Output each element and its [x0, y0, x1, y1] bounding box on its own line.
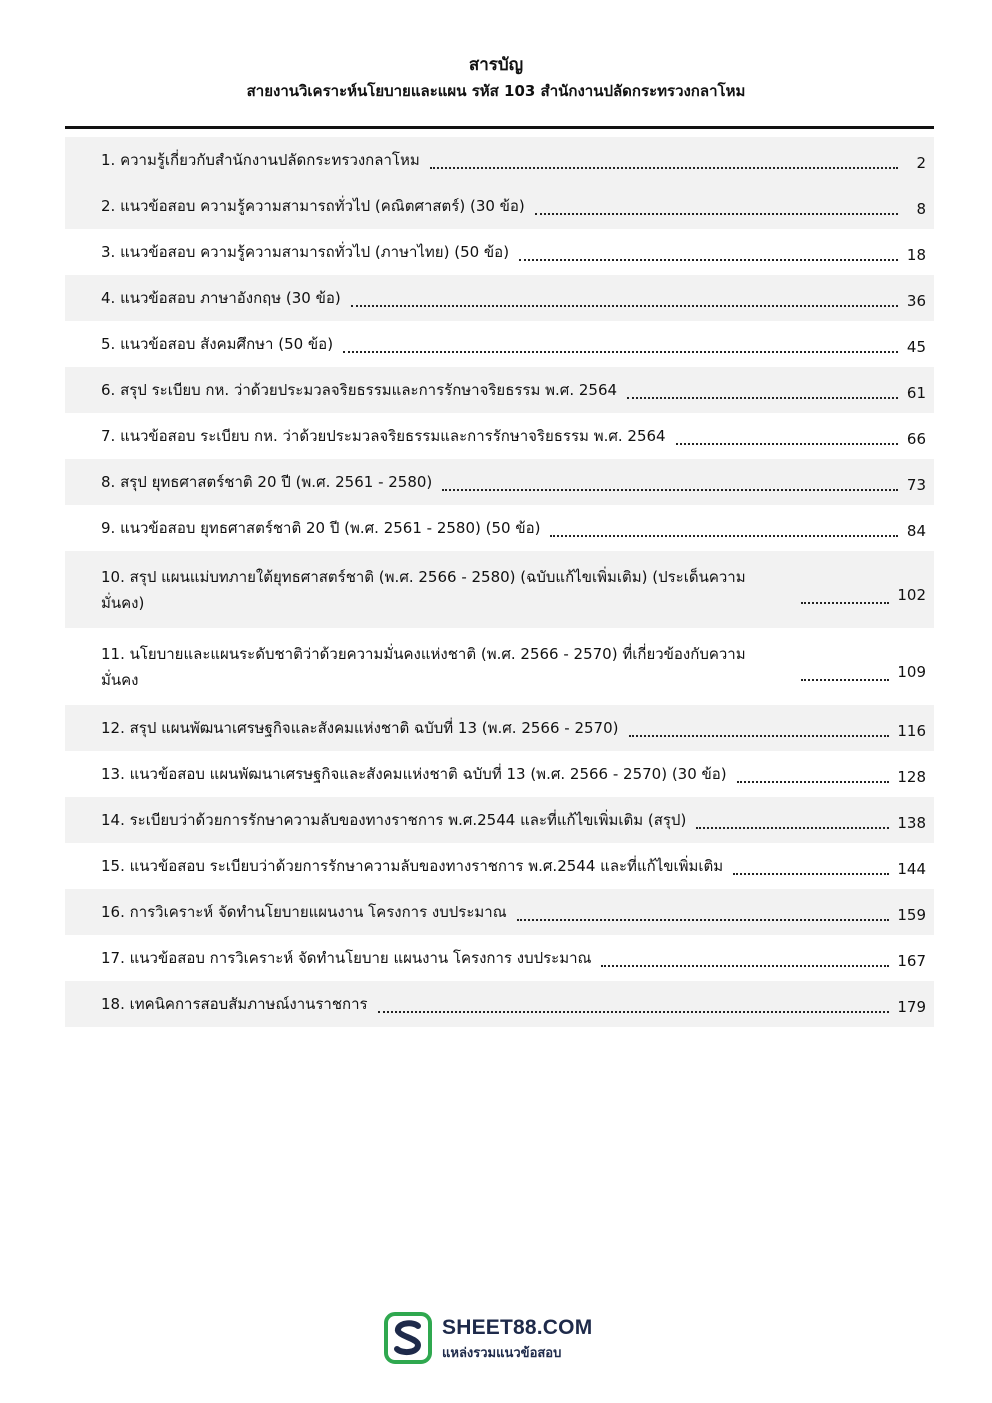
logo-tagline: แหล่งรวมแนวข้อสอบ: [442, 1346, 562, 1361]
toc-entry: [65, 551, 934, 628]
toc-entry: [65, 459, 934, 505]
header-divider: [65, 126, 934, 129]
toc-dot-leader: [550, 534, 898, 537]
toc-entry: [65, 797, 934, 843]
toc-entry-page: 8: [916, 200, 926, 218]
toc-entry-page: 167: [897, 952, 926, 970]
toc-entry-page: 36: [906, 292, 926, 310]
toc-entry: [65, 981, 934, 1027]
toc-entry-label: 8. สรุป ยุทธศาสตร์ชาติ 20 ปี (พ.ศ. 2561 - 2580): [101, 473, 433, 491]
toc-entry-label: 14. ระเบียบว่าด้วยการรักษาความลับของทางราชการ พ.ศ.2544 และที่แก้ไขเพิ่มเติม (สรุป): [101, 811, 687, 829]
toc-dot-leader: [676, 442, 898, 445]
toc-entry: [65, 275, 934, 321]
toc-entry-label: 13. แนวข้อสอบ แผนพัฒนาเศรษฐกิจและสังคมแห่งชาติ ฉบับที่ 13 (พ.ศ. 2566 - 2570) (30 ข้อ): [101, 765, 727, 783]
toc-entry-label: 11. นโยบายและแผนระดับชาติว่าด้วยความมั่นคงแห่งชาติ (พ.ศ. 2566 - 2570) ที่เกี่ยวข้องกับความมั่นคง: [101, 644, 746, 689]
logo-name: SHEET88.COM: [442, 1316, 593, 1339]
toc-entry-page: 45: [906, 338, 926, 356]
table-of-contents: [65, 137, 934, 1027]
toc-entry-page: 61: [906, 384, 926, 402]
toc-dot-leader: [351, 304, 898, 307]
toc-entry-page: 128: [897, 768, 926, 786]
toc-entry-page: 179: [897, 998, 926, 1016]
toc-entry-label: 5. แนวข้อสอบ สังคมศึกษา (50 ข้อ): [101, 335, 334, 353]
toc-entry-page: 84: [906, 522, 926, 540]
toc-entry-page: 116: [897, 722, 926, 740]
toc-dot-leader: [737, 780, 890, 783]
toc-entry-label: 2. แนวข้อสอบ ความรู้ความสามารถทั่วไป (คณิตศาสตร์) (30 ข้อ): [101, 197, 525, 215]
toc-entry-page: 66: [906, 430, 926, 448]
toc-entry-label: 6. สรุป ระเบียบ กห. ว่าด้วยประมวลจริยธรรมและการรักษาจริยธรรม พ.ศ. 2564: [101, 381, 618, 399]
toc-entry-page: 18: [906, 246, 926, 264]
toc-entry-label: 17. แนวข้อสอบ การวิเคราะห์ จัดทำนโยบาย แผนงาน โครงการ งบประมาณ: [101, 949, 592, 967]
toc-entry-label: 12. สรุป แผนพัฒนาเศรษฐกิจและสังคมแห่งชาติ ฉบับที่ 13 (พ.ศ. 2566 - 2570): [101, 719, 619, 737]
toc-entry-page: 144: [897, 860, 926, 878]
toc-dot-leader: [519, 258, 898, 261]
page-subtitle: สายงานวิเคราะห์นโยบายและแผน รหัส 103 สำนักงานปลัดกระทรวงกลาโหม: [246, 82, 746, 100]
toc-dot-leader: [535, 212, 898, 215]
toc-dot-leader: [517, 918, 890, 921]
toc-entry: [65, 935, 934, 981]
toc-entry-page: 159: [897, 906, 926, 924]
toc-entry-label: 16. การวิเคราะห์ จัดทำนโยบายแผนงาน โครงการ งบประมาณ: [101, 903, 507, 921]
document-header: [0, 52, 992, 104]
toc-entry-page: 138: [897, 814, 926, 832]
toc-entry: [65, 367, 934, 413]
toc-dot-leader: [442, 488, 898, 491]
toc-dot-leader: [343, 350, 898, 353]
toc-entry-label: 10. สรุป แผนแม่บทภายใต้ยุทธศาสตร์ชาติ (พ.ศ. 2566 - 2580) (ฉบับแก้ไขเพิ่มเติม) (ประเด็นความมั่นคง): [101, 567, 746, 612]
toc-entry: [65, 413, 934, 459]
toc-entry-label: 4. แนวข้อสอบ ภาษาอังกฤษ (30 ข้อ): [101, 289, 341, 307]
sheet88-logo-icon: [384, 1312, 432, 1364]
toc-entry-page: 73: [906, 476, 926, 494]
toc-entry: [65, 505, 934, 551]
toc-entry-label: 15. แนวข้อสอบ ระเบียบว่าด้วยการรักษาความลับของทางราชการ พ.ศ.2544 และที่แก้ไขเพิ่มเติม: [101, 857, 724, 875]
toc-entry-page: 102: [897, 585, 926, 604]
toc-dot-leader: [627, 396, 898, 399]
toc-dot-leader: [430, 166, 898, 169]
toc-entry-label: 1. ความรู้เกี่ยวกับสำนักงานปลัดกระทรวงกลาโหม: [101, 151, 420, 169]
toc-dot-leader: [601, 964, 889, 967]
toc-entry-label: 9. แนวข้อสอบ ยุทธศาสตร์ชาติ 20 ปี (พ.ศ. 2561 - 2580) (50 ข้อ): [101, 519, 541, 537]
toc-dot-leader: [629, 734, 890, 737]
page-title: สารบัญ: [468, 55, 524, 75]
toc-entry-page: 109: [897, 662, 926, 681]
toc-entry: [65, 751, 934, 797]
toc-entry: [65, 229, 934, 275]
toc-entry-page: 2: [916, 154, 926, 172]
sheet88-logo: [384, 1310, 614, 1366]
toc-entry-label: 3. แนวข้อสอบ ความรู้ความสามารถทั่วไป (ภาษาไทย) (50 ข้อ): [101, 243, 510, 261]
toc-entry-label: 7. แนวข้อสอบ ระเบียบ กห. ว่าด้วยประมวลจริยธรรมและการรักษาจริยธรรม พ.ศ. 2564: [101, 427, 666, 445]
toc-entry: [65, 889, 934, 935]
toc-dot-leader: [696, 826, 889, 829]
toc-entry-label: 18. เทคนิคการสอบสัมภาษณ์งานราชการ: [101, 995, 368, 1013]
toc-entry: [65, 843, 934, 889]
toc-entry: [65, 321, 934, 367]
toc-dot-leader: [801, 601, 889, 604]
toc-entry: [65, 705, 934, 751]
toc-dot-leader: [733, 872, 889, 875]
toc-entry: [65, 628, 934, 705]
toc-dot-leader: [378, 1010, 890, 1013]
toc-dot-leader: [801, 678, 889, 681]
toc-entry: [65, 137, 934, 183]
toc-entry: [65, 183, 934, 229]
